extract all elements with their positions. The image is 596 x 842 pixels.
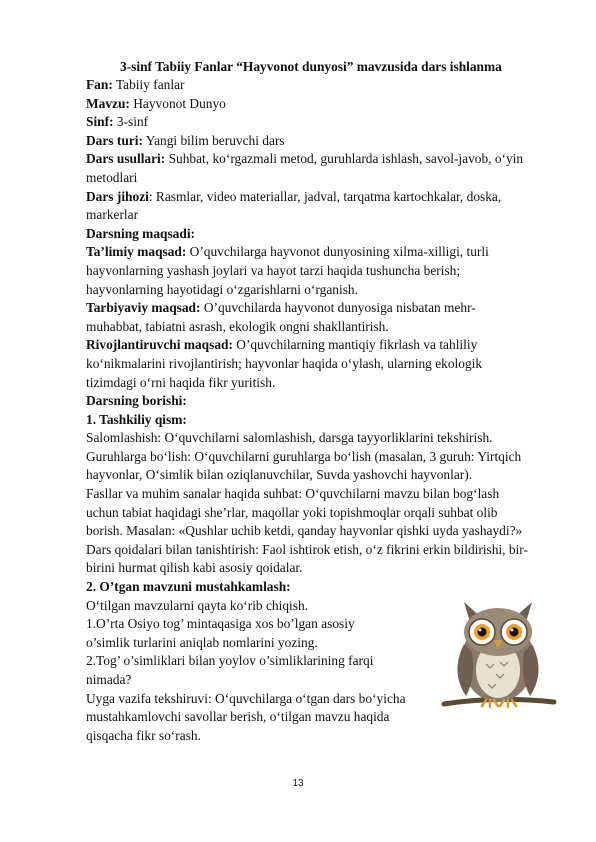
text-line: [86, 113, 556, 132]
text-line: [86, 690, 426, 709]
text-line: [86, 504, 556, 523]
line-text: Salomlashish: O‘quvchilarni salomlashish, darsga tayyorliklarini tekshirish.: [86, 430, 493, 446]
line-label: Dars jihozi: [86, 188, 149, 204]
line-text: 2.Tog’ o’simliklari bilan yoylov o’simliklarining farqi: [86, 653, 374, 669]
text-line: [86, 374, 556, 393]
text-line: [86, 429, 556, 448]
line-text: hayvonlarning yashash joylari va hayot tarzi haqida tushuncha berish;: [86, 262, 461, 278]
line-text: Suhbat, ko‘rgazmali metod, guruhlarda ishlash, savol-javob, o‘yin: [165, 151, 524, 167]
line-label: Fan:: [86, 77, 113, 92]
line-text: hayvonlar, O‘simlik bilan oziqlanuvchilar, Suvda yashovchi hayvonlar).: [86, 467, 473, 483]
line-text: O’quvchilarda hayvonot dunyosiga nisbatan mehr-: [200, 300, 476, 316]
line-text: ko‘nikmalarini rivojlantirish; hayvonlar haqida o‘ylash, ularning ekologik: [86, 355, 483, 371]
text-line: [86, 299, 556, 318]
line-text: O’quvchilarga hayvonot dunyosining xilma-xilligi, turli: [186, 244, 489, 260]
line-text: O’quvchilarning mantiqiy fikrlash va tahliliy: [232, 337, 478, 353]
text-line: [86, 150, 556, 169]
line-label: 1. Tashkiliy qism:: [86, 411, 187, 427]
text-line: [86, 336, 556, 355]
line-text: qisqacha fikr so‘rash.: [86, 727, 201, 743]
line-label: 2. O’tgan mavzuni mustahkamlash:: [86, 579, 291, 595]
text-line: [86, 225, 556, 244]
text-line: [86, 392, 556, 411]
line-label: Sinf:: [86, 114, 114, 130]
line-text: mustahkamlovchi savollar berish, o‘tilgan mavzu haqida: [86, 709, 390, 725]
text-line: [86, 541, 556, 560]
text-line: [86, 522, 556, 541]
line-text: nimada?: [86, 672, 132, 687]
line-label: Rivojlantiruvchi maqsad:: [86, 337, 233, 353]
text-line: [86, 634, 426, 653]
line-label: Tarbiyaviy maqsad:: [86, 300, 201, 316]
text-line: [86, 466, 556, 485]
line-text: 1.O’rta Osiyo tog’ mintaqasiga xos bo’lgan asosiy: [86, 616, 355, 632]
line-text: hayvonlarning hayotidagi o‘zgarishlarni o‘rganish.: [86, 281, 358, 297]
line-text: Uyga vazifa tekshiruvi: O‘quvchilarga o‘tgan dars bo‘yicha: [86, 690, 406, 706]
line-text: tizimdagi o‘rni haqida fikr yuritish.: [86, 374, 276, 390]
text-line: [86, 188, 556, 207]
line-text: Yangi bilim beruvchi dars: [142, 132, 285, 148]
line-text: Tabiiy fanlar: [112, 77, 185, 92]
text-line: [86, 262, 556, 281]
text-line: [86, 597, 426, 616]
line-text: Dars qoidalari bilan tanishtirish: Faol ishtirok etish, o‘z fikrini erkin bildirishi, bir-: [86, 541, 528, 557]
text-line: [86, 485, 556, 504]
line-text: 3-sinf: [113, 114, 149, 130]
line-text: : Rasmlar, video materiallar, jadval, tarqatma kartochkalar, doska,: [148, 188, 502, 204]
text-line: [86, 76, 556, 95]
text-line: [86, 411, 556, 430]
line-label: Darsning maqsadi:: [86, 225, 196, 241]
line-text: o’simlik turlarini aniqlab nomlarini yozing.: [86, 634, 318, 650]
text-line: [86, 281, 556, 300]
text-line: [86, 95, 556, 114]
line-text: borish. Masalan: «Qushlar uchib ketdi, qanday hayvonlar qishki uyda yashaydi?»: [86, 523, 523, 539]
line-label: Dars turi:: [86, 132, 143, 148]
line-label: Darsning borishi:: [86, 393, 187, 409]
text-line: [86, 727, 426, 746]
text-line: [86, 615, 426, 634]
text-line: [86, 243, 556, 262]
page-number: 13: [292, 778, 304, 789]
document-title: 3-sinf Tabiiy Fanlar “Hayvonot dunyosi” mavzusida dars ishlanma: [120, 59, 502, 74]
line-label: Dars usullari:: [86, 151, 166, 167]
line-text: metodlari: [86, 169, 138, 185]
text-line: [86, 708, 426, 727]
line-text: Fasllar va muhim sanalar haqida suhbat: O‘quvchilarni mavzu bilan bog‘lash: [86, 486, 500, 502]
text-line: [86, 169, 556, 188]
line-text: markerlar: [86, 207, 139, 223]
text-line: [86, 318, 556, 337]
line-text: muhabbat, tabiatni asrash, ekologik ongni shakllantirish.: [86, 318, 389, 334]
line-text: uchun tabiat haqidagi she’rlar, maqollar yoki topishmoqlar orqali suhbat olib: [86, 504, 498, 520]
text-line: [86, 559, 556, 578]
text-line: [86, 355, 556, 374]
text-line: [86, 671, 426, 690]
line-label: Ta’limiy maqsad:: [86, 244, 187, 260]
text-line: [86, 448, 556, 467]
line-text: birini hurmat qilish kabi asosiy qoidalar.: [86, 560, 303, 576]
text-line: [86, 652, 426, 671]
text-line: [86, 206, 556, 225]
line-text: Guruhlarga bo‘lish: O‘quvchilarni guruhlarga bo‘lish (masalan, 3 guruh: Yirtqich: [86, 448, 522, 464]
line-text: Hayvonot Dunyo: [129, 95, 226, 111]
line-text: O‘tilgan mavzularni qayta ko‘rib chiqish.: [86, 597, 308, 613]
owl-illustration: [436, 592, 560, 716]
line-label: Mavzu:: [86, 95, 130, 111]
text-line: [86, 132, 556, 151]
